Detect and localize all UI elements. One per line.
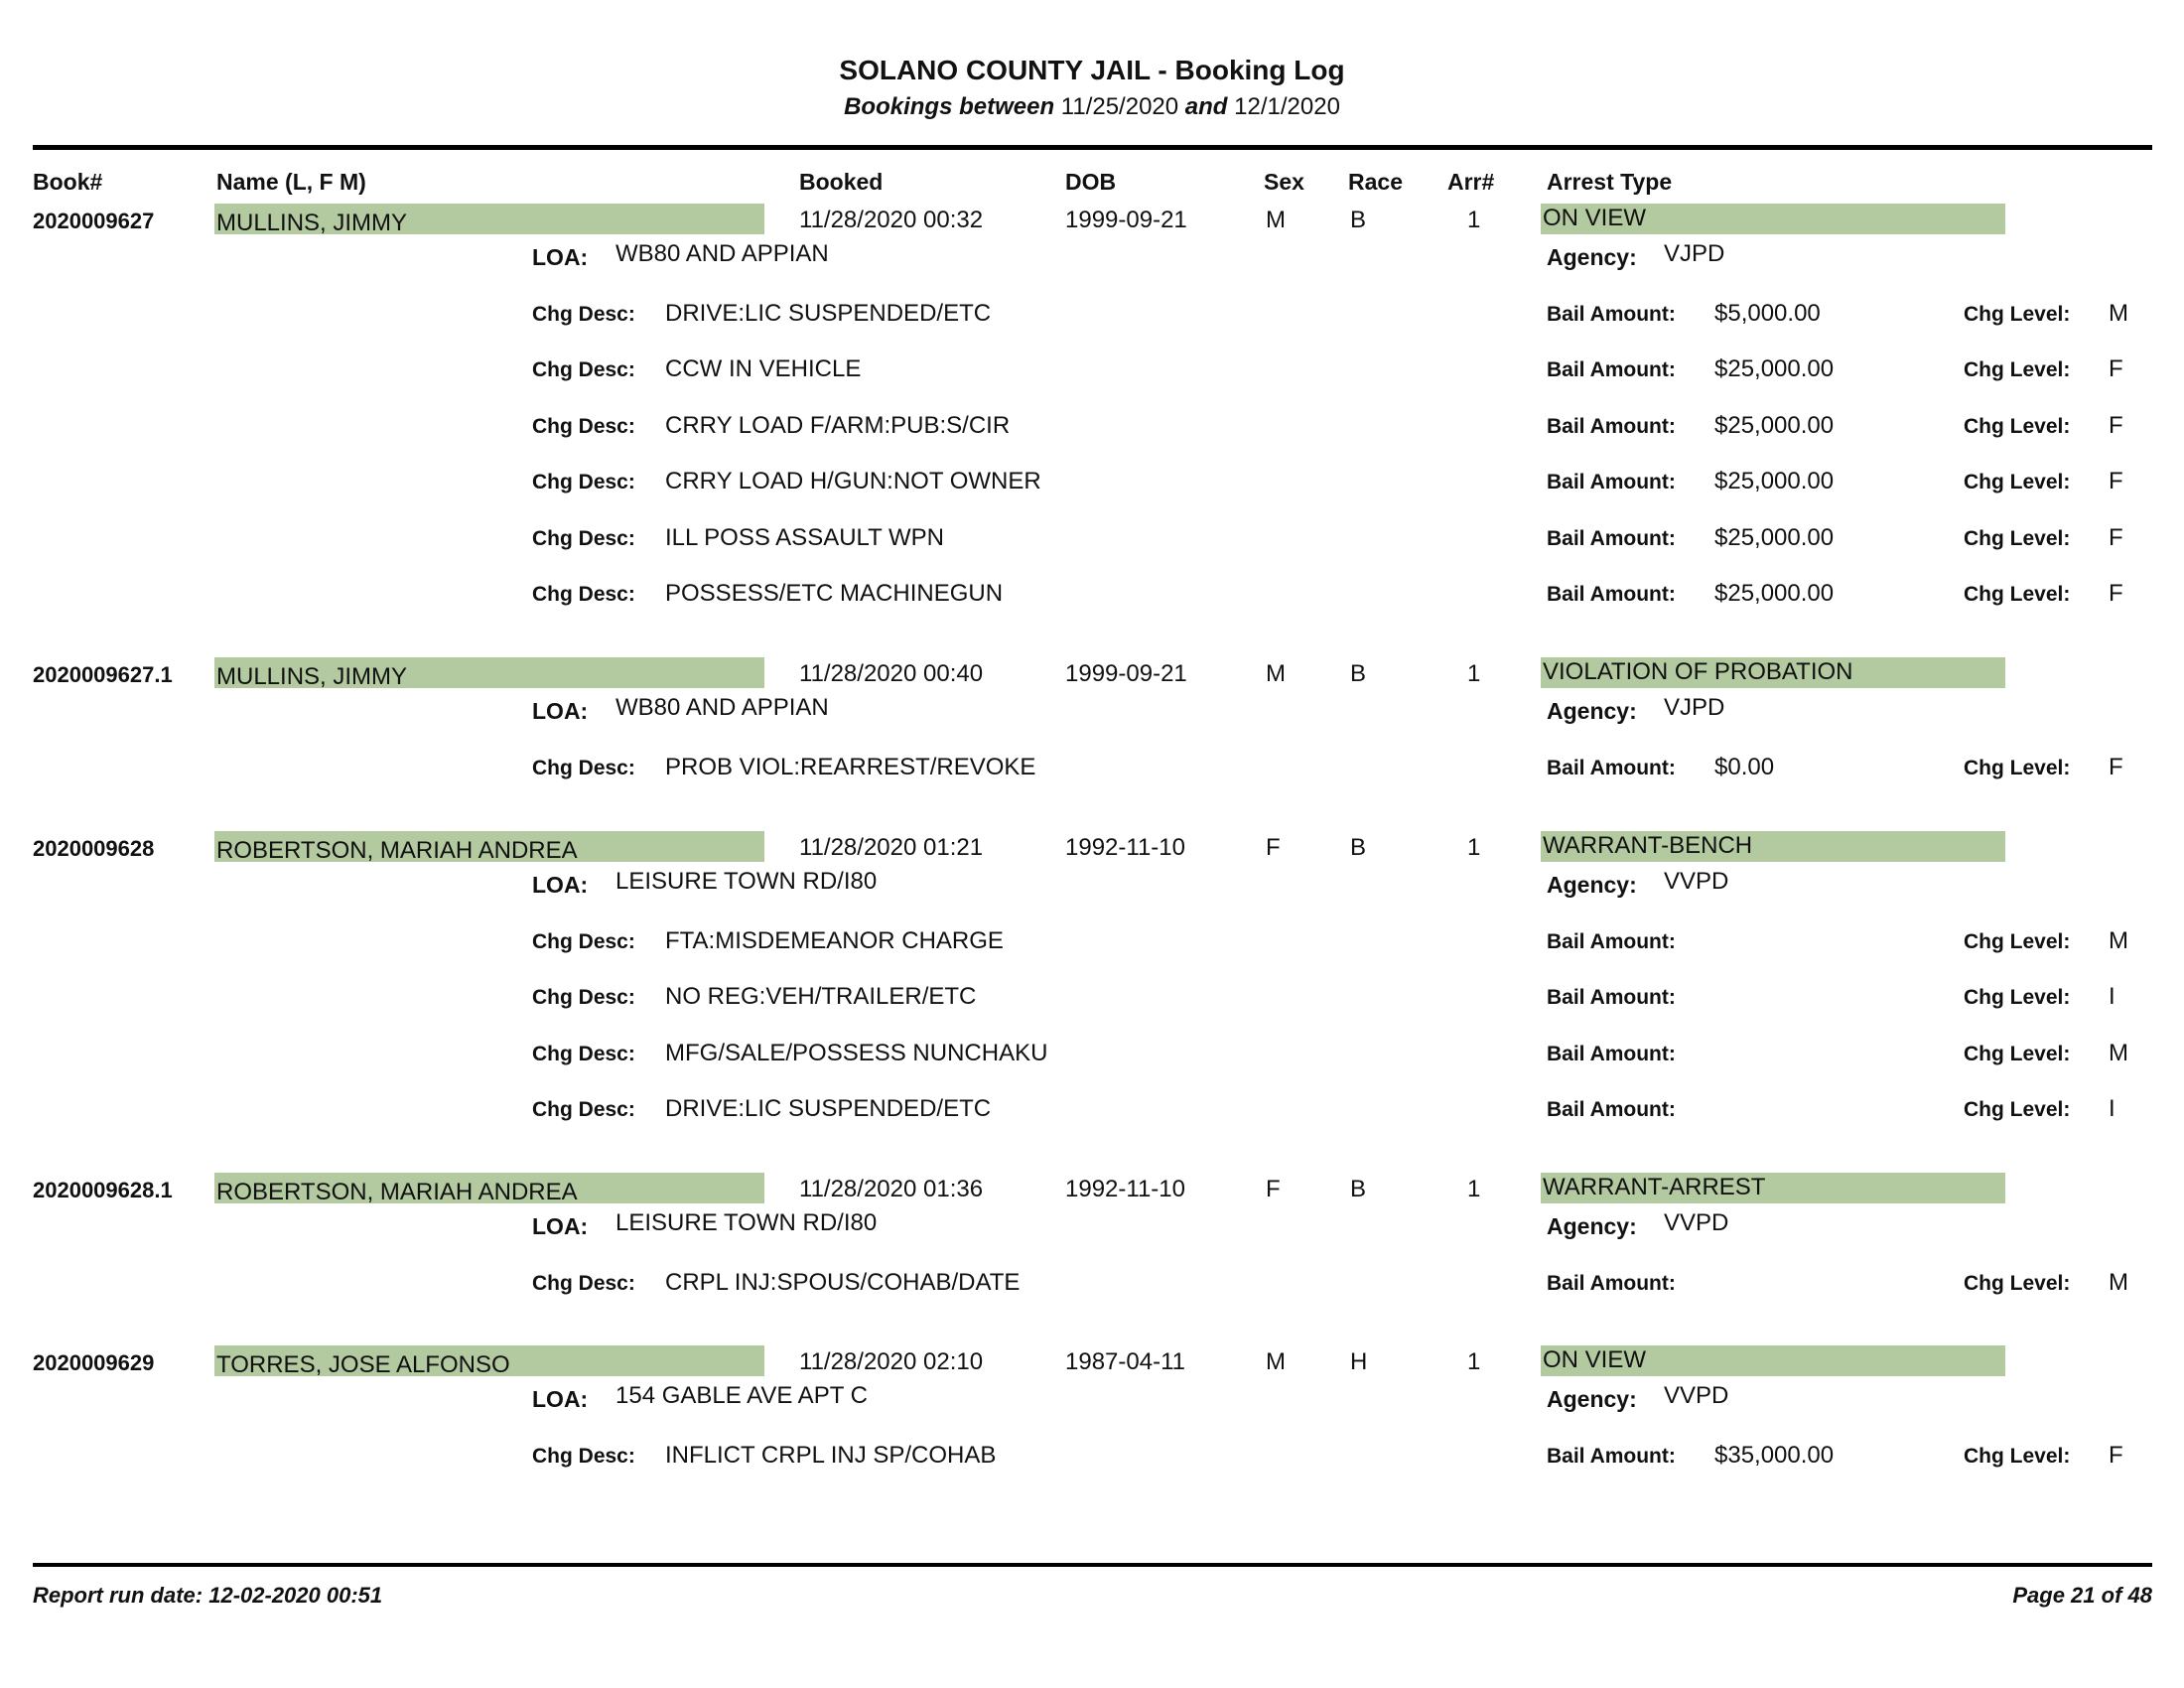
agency-label: Agency: bbox=[1547, 1213, 1637, 1239]
col-header-sex: Sex bbox=[1264, 169, 1304, 195]
charge-desc-label: Chg Desc: bbox=[532, 1043, 635, 1065]
charge-level: F bbox=[2109, 355, 2123, 382]
bail-amount-label: Bail Amount: bbox=[1547, 757, 1676, 779]
agency-value: VVPD bbox=[1664, 1209, 1729, 1236]
bail-amount-label: Bail Amount: bbox=[1547, 358, 1676, 381]
book-number: 2020009628.1 bbox=[33, 1178, 173, 1202]
arrest-number: 1 bbox=[1467, 1176, 1481, 1202]
charge-description: PROB VIOL:REARREST/REVOKE bbox=[665, 754, 1036, 780]
charge-description: CRRY LOAD F/ARM:PUB:S/CIR bbox=[665, 412, 1011, 439]
arrest-number: 1 bbox=[1467, 1348, 1481, 1375]
booked-datetime: 11/28/2020 00:40 bbox=[799, 660, 984, 687]
charge-level-label: Chg Level: bbox=[1964, 1445, 2071, 1468]
col-header-name: Name (L, F M) bbox=[216, 169, 366, 195]
charge-desc-label: Chg Desc: bbox=[532, 358, 635, 381]
agency-label: Agency: bbox=[1547, 872, 1637, 898]
bail-amount: $25,000.00 bbox=[1714, 524, 1835, 551]
subtitle-start-date: 11/25/2020 bbox=[1060, 93, 1179, 120]
arrest-type: WARRANT-BENCH bbox=[1541, 831, 2005, 862]
charge-desc-label: Chg Desc: bbox=[532, 415, 635, 438]
charge-desc-label: Chg Desc: bbox=[532, 1098, 635, 1121]
col-header-arr: Arr# bbox=[1447, 169, 1495, 195]
charge-level-label: Chg Level: bbox=[1964, 1043, 2071, 1065]
charge-desc-label: Chg Desc: bbox=[532, 471, 635, 493]
report-title: SOLANO COUNTY JAIL - Booking Log bbox=[839, 55, 1345, 85]
inmate-name: MULLINS, JIMMY bbox=[214, 204, 764, 234]
date-of-birth: 1999-09-21 bbox=[1065, 207, 1187, 233]
bail-amount-label: Bail Amount: bbox=[1547, 1043, 1676, 1065]
date-of-birth: 1992-11-10 bbox=[1065, 1176, 1185, 1202]
charge-description: NO REG:VEH/TRAILER/ETC bbox=[665, 983, 977, 1010]
charge-description: POSSESS/ETC MACHINEGUN bbox=[665, 580, 1004, 607]
charge-level-label: Chg Level: bbox=[1964, 930, 2071, 953]
book-number: 2020009627.1 bbox=[33, 662, 173, 687]
col-header-arrest-type: Arrest Type bbox=[1547, 169, 1673, 195]
charge-desc-label: Chg Desc: bbox=[532, 303, 635, 326]
agency-value: VJPD bbox=[1664, 694, 1725, 721]
charge-level: F bbox=[2109, 580, 2123, 607]
arrest-number: 1 bbox=[1467, 207, 1481, 233]
booked-datetime: 11/28/2020 01:36 bbox=[799, 1176, 984, 1202]
charge-desc-label: Chg Desc: bbox=[532, 930, 635, 953]
agency-label: Agency: bbox=[1547, 1386, 1637, 1412]
arrest-type: VIOLATION OF PROBATION bbox=[1541, 657, 2005, 688]
bail-amount: $25,000.00 bbox=[1714, 580, 1835, 607]
date-of-birth: 1999-09-21 bbox=[1065, 660, 1187, 687]
col-header-book: Book# bbox=[33, 169, 103, 195]
charge-level: F bbox=[2109, 1442, 2123, 1469]
charge-desc-label: Chg Desc: bbox=[532, 986, 635, 1009]
charge-level-label: Chg Level: bbox=[1964, 303, 2071, 326]
sex-value: F bbox=[1266, 834, 1281, 861]
charge-description: INFLICT CRPL INJ SP/COHAB bbox=[665, 1442, 997, 1469]
location-of-arrest: 154 GABLE AVE APT C bbox=[615, 1382, 868, 1409]
book-number: 2020009629 bbox=[33, 1350, 155, 1375]
col-header-race: Race bbox=[1348, 169, 1403, 195]
agency-value: VVPD bbox=[1664, 1382, 1729, 1409]
inmate-name: MULLINS, JIMMY bbox=[214, 657, 764, 688]
bail-amount-label: Bail Amount: bbox=[1547, 471, 1676, 493]
bail-amount-label: Bail Amount: bbox=[1547, 415, 1676, 438]
charge-level-label: Chg Level: bbox=[1964, 1272, 2071, 1295]
page-number: Page 21 of 48 bbox=[2012, 1583, 2152, 1608]
charge-desc-label: Chg Desc: bbox=[532, 527, 635, 550]
charge-desc-label: Chg Desc: bbox=[532, 583, 635, 606]
arrest-type: ON VIEW bbox=[1541, 204, 2005, 234]
sex-value: M bbox=[1266, 207, 1286, 233]
inmate-name: ROBERTSON, MARIAH ANDREA bbox=[214, 831, 764, 862]
agency-value: VVPD bbox=[1664, 868, 1729, 895]
arrest-number: 1 bbox=[1467, 660, 1481, 687]
date-of-birth: 1987-04-11 bbox=[1065, 1348, 1185, 1375]
bail-amount: $25,000.00 bbox=[1714, 412, 1835, 439]
charge-level-label: Chg Level: bbox=[1964, 471, 2071, 493]
charge-level-label: Chg Level: bbox=[1964, 415, 2071, 438]
charge-desc-label: Chg Desc: bbox=[532, 757, 635, 779]
charge-level: I bbox=[2109, 1095, 2116, 1122]
location-of-arrest: WB80 AND APPIAN bbox=[615, 240, 829, 267]
col-header-booked: Booked bbox=[799, 169, 884, 195]
loa-label: LOA: bbox=[532, 872, 589, 898]
bail-amount: $25,000.00 bbox=[1714, 355, 1835, 382]
agency-value: VJPD bbox=[1664, 240, 1725, 267]
sex-value: F bbox=[1266, 1176, 1281, 1202]
race-value: H bbox=[1350, 1348, 1368, 1375]
subtitle-and: and bbox=[1184, 93, 1228, 120]
charge-level: M bbox=[2109, 1040, 2128, 1066]
race-value: B bbox=[1350, 207, 1367, 233]
loa-label: LOA: bbox=[532, 244, 589, 270]
subtitle-end-date: 12/1/2020 bbox=[1234, 93, 1340, 120]
location-of-arrest: LEISURE TOWN RD/I80 bbox=[615, 868, 878, 895]
charge-level: M bbox=[2109, 1269, 2128, 1296]
charge-desc-label: Chg Desc: bbox=[532, 1445, 635, 1468]
booked-datetime: 11/28/2020 02:10 bbox=[799, 1348, 984, 1375]
charge-desc-label: Chg Desc: bbox=[532, 1272, 635, 1295]
bail-amount-label: Bail Amount: bbox=[1547, 303, 1676, 326]
race-value: B bbox=[1350, 834, 1367, 861]
charge-level-label: Chg Level: bbox=[1964, 527, 2071, 550]
charge-description: DRIVE:LIC SUSPENDED/ETC bbox=[665, 1095, 992, 1122]
booked-datetime: 11/28/2020 01:21 bbox=[799, 834, 984, 861]
charge-description: DRIVE:LIC SUSPENDED/ETC bbox=[665, 300, 992, 327]
arrest-number: 1 bbox=[1467, 834, 1481, 861]
charge-level: F bbox=[2109, 468, 2123, 494]
bail-amount-label: Bail Amount: bbox=[1547, 1445, 1676, 1468]
sex-value: M bbox=[1266, 1348, 1286, 1375]
bottom-divider bbox=[33, 1563, 2152, 1567]
charge-level: F bbox=[2109, 412, 2123, 439]
arrest-type: ON VIEW bbox=[1541, 1345, 2005, 1376]
loa-label: LOA: bbox=[532, 1213, 589, 1239]
agency-label: Agency: bbox=[1547, 244, 1637, 270]
bail-amount-label: Bail Amount: bbox=[1547, 527, 1676, 550]
charge-description: CCW IN VEHICLE bbox=[665, 355, 862, 382]
inmate-name: TORRES, JOSE ALFONSO bbox=[214, 1345, 764, 1376]
report-run-date: Report run date: 12-02-2020 00:51 bbox=[33, 1583, 383, 1608]
inmate-name: ROBERTSON, MARIAH ANDREA bbox=[214, 1173, 764, 1203]
book-number: 2020009628 bbox=[33, 836, 155, 861]
location-of-arrest: LEISURE TOWN RD/I80 bbox=[615, 1209, 878, 1236]
charge-description: CRPL INJ:SPOUS/COHAB/DATE bbox=[665, 1269, 1021, 1296]
charge-level: F bbox=[2109, 524, 2123, 551]
charge-level: I bbox=[2109, 983, 2116, 1010]
arrest-type: WARRANT-ARREST bbox=[1541, 1173, 2005, 1203]
charge-level: M bbox=[2109, 300, 2128, 327]
subtitle-prefix: Bookings between bbox=[844, 93, 1055, 120]
bail-amount-label: Bail Amount: bbox=[1547, 930, 1676, 953]
booked-datetime: 11/28/2020 00:32 bbox=[799, 207, 984, 233]
bail-amount-label: Bail Amount: bbox=[1547, 1272, 1676, 1295]
sex-value: M bbox=[1266, 660, 1286, 687]
charge-description: ILL POSS ASSAULT WPN bbox=[665, 524, 944, 551]
agency-label: Agency: bbox=[1547, 698, 1637, 724]
charge-level-label: Chg Level: bbox=[1964, 583, 2071, 606]
date-of-birth: 1992-11-10 bbox=[1065, 834, 1185, 861]
charge-level: F bbox=[2109, 754, 2123, 780]
bail-amount: $0.00 bbox=[1714, 754, 1775, 780]
charge-description: CRRY LOAD H/GUN:NOT OWNER bbox=[665, 468, 1041, 494]
location-of-arrest: WB80 AND APPIAN bbox=[615, 694, 829, 721]
col-header-dob: DOB bbox=[1065, 169, 1117, 195]
bail-amount-label: Bail Amount: bbox=[1547, 1098, 1676, 1121]
race-value: B bbox=[1350, 1176, 1367, 1202]
loa-label: LOA: bbox=[532, 698, 589, 724]
charge-level: M bbox=[2109, 927, 2128, 954]
charge-description: MFG/SALE/POSSESS NUNCHAKU bbox=[665, 1040, 1048, 1066]
charge-level-label: Chg Level: bbox=[1964, 358, 2071, 381]
book-number: 2020009627 bbox=[33, 209, 155, 233]
charge-level-label: Chg Level: bbox=[1964, 1098, 2071, 1121]
bail-amount-label: Bail Amount: bbox=[1547, 986, 1676, 1009]
bail-amount-label: Bail Amount: bbox=[1547, 583, 1676, 606]
top-divider bbox=[33, 145, 2152, 150]
bail-amount: $25,000.00 bbox=[1714, 468, 1835, 494]
report-subtitle bbox=[0, 93, 2184, 121]
charge-level-label: Chg Level: bbox=[1964, 986, 2071, 1009]
bail-amount: $5,000.00 bbox=[1714, 300, 1821, 327]
race-value: B bbox=[1350, 660, 1367, 687]
bail-amount: $35,000.00 bbox=[1714, 1442, 1835, 1469]
charge-description: FTA:MISDEMEANOR CHARGE bbox=[665, 927, 1004, 954]
charge-level-label: Chg Level: bbox=[1964, 757, 2071, 779]
loa-label: LOA: bbox=[532, 1386, 589, 1412]
